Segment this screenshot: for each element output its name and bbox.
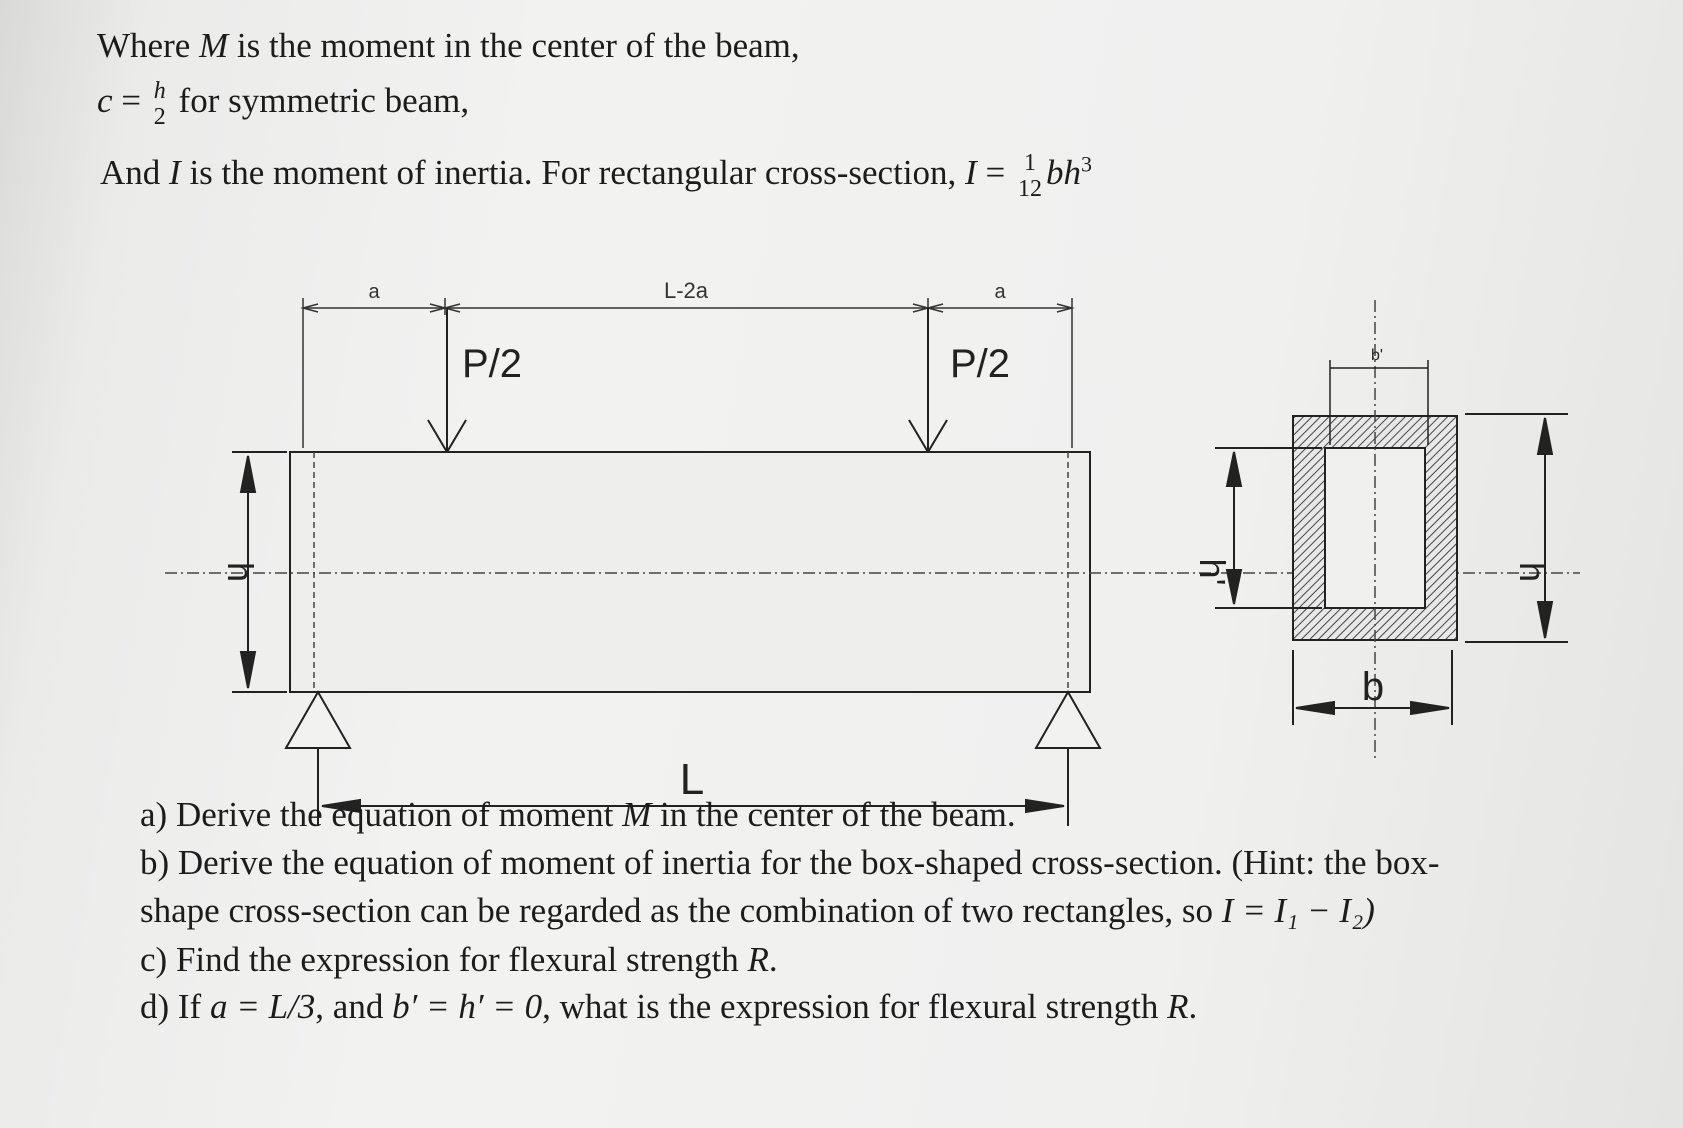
condition-b-h-equation: b′ = h′ = 0	[392, 987, 543, 1026]
outer-width-label: b	[1361, 665, 1385, 709]
intro-text: is the moment in the center of the beam,	[236, 26, 800, 65]
intro-word: And	[100, 153, 161, 193]
question-text: c) Find the expression for flexural strength	[140, 940, 739, 979]
equals-sign: =	[121, 81, 142, 121]
question-text: , what is the expression for flexural strength	[542, 987, 1159, 1026]
beam-height-label: h	[220, 561, 261, 583]
fraction-denominator: 12	[1017, 176, 1042, 202]
question-d	[140, 987, 1197, 1027]
question-text: shape cross-section can be regarded as the combination of two rectangles, so	[140, 891, 1213, 930]
intro-text: is the moment of inertia. For rectangular cross-section,	[189, 153, 957, 193]
moment-variable: M	[199, 26, 229, 65]
inner-height-label: h'	[1192, 558, 1233, 586]
equals-sign: =	[985, 153, 1006, 193]
load-arrow-right	[909, 308, 947, 452]
question-text: b) Derive the equation of moment of inertia for the box-shaped cross-section. (Hint: the box-	[140, 843, 1440, 882]
span-label: L	[679, 755, 705, 804]
inertia-variable: I	[169, 153, 181, 193]
intro-word: Where	[97, 26, 191, 65]
inertia-equation: I = I₁ − I₂)	[1221, 891, 1375, 930]
punctuation: .	[768, 940, 778, 979]
load-right-label: P/2	[950, 342, 1011, 386]
exponent: 3	[1080, 151, 1092, 177]
question-text: in the center of the beam.	[659, 795, 1016, 834]
moment-variable: M	[622, 795, 652, 834]
beam-body	[290, 452, 1090, 692]
dim-a-right-label: a	[994, 281, 1006, 303]
strength-variable: R	[1167, 987, 1189, 1026]
one-over-12-fraction	[1018, 150, 1042, 202]
fraction-numerator: 1	[1023, 150, 1036, 176]
question-a	[140, 795, 1016, 835]
inner-width-label: b'	[1371, 347, 1383, 364]
fraction-numerator: h	[153, 78, 166, 104]
outer-height-dimension	[1465, 414, 1568, 642]
beam-diagram	[0, 260, 1683, 840]
dim-mid-label: L-2a	[663, 278, 709, 303]
h-over-2-fraction	[154, 78, 166, 130]
load-left-label: P/2	[462, 342, 523, 386]
c-variable: c	[97, 81, 113, 121]
intro-text: for symmetric beam,	[178, 81, 470, 121]
load-arrow-left	[428, 308, 466, 452]
question-b-line-2	[140, 891, 1375, 931]
condition-a-equation: a = L/3	[209, 987, 316, 1026]
bh-term: bh	[1045, 153, 1081, 193]
intro-line-2	[97, 78, 469, 130]
intro-line-3	[100, 150, 1092, 202]
fraction-denominator: 2	[153, 104, 166, 130]
question-b-line-1	[140, 843, 1439, 883]
strength-variable: R	[747, 940, 769, 979]
inertia-variable: I	[965, 153, 977, 193]
question-text: d) If	[140, 987, 202, 1026]
intro-line-1	[97, 26, 800, 66]
dim-a-left-label: a	[368, 281, 380, 303]
question-text: a) Derive the equation of moment	[140, 795, 614, 834]
punctuation: .	[1188, 987, 1198, 1026]
question-c	[140, 940, 778, 980]
outer-height-label: h	[1512, 561, 1553, 583]
question-text: , and	[315, 987, 384, 1026]
